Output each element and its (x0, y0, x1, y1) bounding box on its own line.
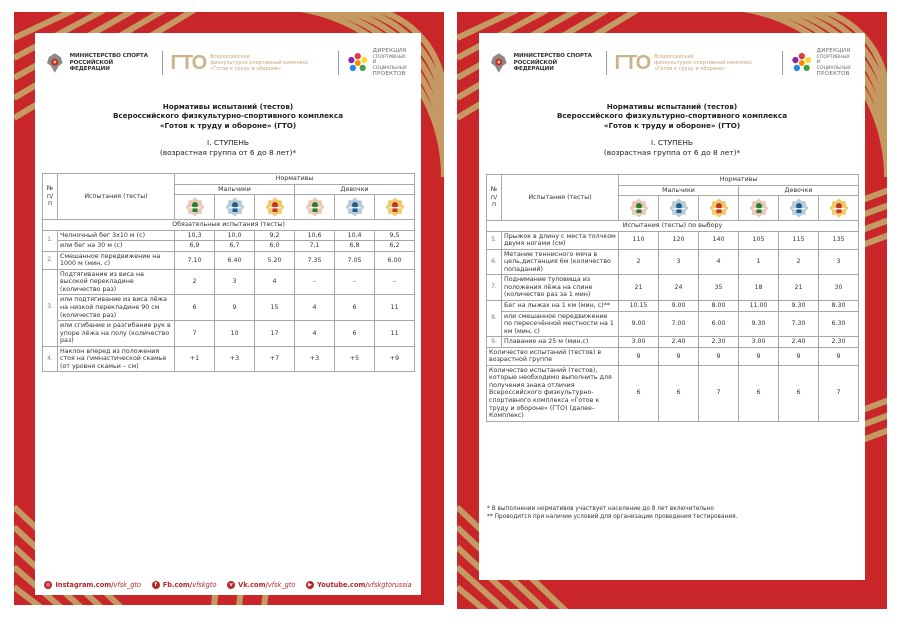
norm-value: 120 (659, 231, 699, 249)
gold-badge-icon (709, 198, 729, 218)
title-line-3: «Готов к труду и обороне» (ГТО) (159, 120, 297, 130)
norm-value: 10,3 (175, 230, 215, 241)
norm-value: +3 (215, 346, 255, 372)
norm-value: – (375, 269, 415, 295)
norm-value: 7.30 (779, 311, 819, 337)
section-header: Испытания (тесты) по выбору (487, 221, 859, 232)
badge-cell (819, 196, 859, 221)
silver-badge-icon (669, 198, 689, 218)
social-host: Fb.com/ (162, 581, 193, 589)
logo-divider (338, 51, 339, 75)
norm-value: 6 (335, 295, 375, 321)
norm-value: 8.00 (699, 301, 739, 312)
row-number: 7. (487, 275, 502, 301)
norm-value: 6.30 (819, 311, 859, 337)
norm-value: 110 (619, 231, 659, 249)
norm-value: 115 (779, 231, 819, 249)
norm-value: 17 (255, 321, 295, 347)
col-norms-header: Нормативы (619, 175, 859, 186)
gto-logo (615, 52, 775, 75)
norm-value: 24 (659, 275, 699, 301)
row-number: 2. (43, 251, 58, 269)
social-link-youtube[interactable] (306, 581, 412, 589)
silver-badge-icon (225, 197, 245, 217)
norm-value: 4 (699, 249, 739, 275)
norm-value: 11 (375, 295, 415, 321)
summary-value: 7 (819, 365, 859, 421)
gto-mark: ГТО (614, 51, 651, 74)
logo-header (35, 43, 421, 83)
gto-text-1: Всероссийский (654, 53, 694, 60)
coat-of-arms-icon (489, 51, 509, 75)
norm-value: 9,2 (255, 230, 295, 241)
test-name: Поднимание туловища из положения лёжа на спине (количество раз за 1 мин) (502, 275, 619, 301)
norm-value: 2.40 (659, 337, 699, 348)
norm-value: 10,4 (335, 230, 375, 241)
document-page-2 (457, 12, 887, 609)
badge-cell (619, 196, 659, 221)
norm-value: 6 (175, 295, 215, 321)
norm-value: 7 (175, 321, 215, 347)
norm-value: 105 (739, 231, 779, 249)
norm-value: 11.00 (739, 301, 779, 312)
gold-badge-icon (385, 197, 405, 217)
test-name: Смешанное передвижение на 1000 м (мин, с) (58, 251, 175, 269)
norm-value: 21 (619, 275, 659, 301)
norms-table-optional (486, 174, 859, 422)
badge-cell (659, 196, 699, 221)
age-group: (возрастная группа от 6 до 8 лет)* (159, 147, 297, 157)
norm-value: 9.00 (619, 311, 659, 337)
gto-text-3: «Готов к труду и обороне» (654, 66, 726, 73)
table-row (487, 231, 859, 249)
norm-value: 7.10 (175, 251, 215, 269)
bronze-badge-icon (305, 197, 325, 217)
norm-value: 21 (779, 275, 819, 301)
title-line-2: Всероссийского физкультурно-спортивного комплекса (556, 111, 788, 121)
norm-value: 4 (295, 295, 335, 321)
ministry-logo (489, 51, 598, 75)
summary-value: 9 (619, 347, 659, 365)
summary-value: 9 (819, 347, 859, 365)
footnotes (487, 506, 737, 521)
gto-text-2: физкультурно-спортивный комплекс (210, 59, 309, 66)
badge-cell (699, 196, 739, 221)
summary-value: 7 (699, 365, 739, 421)
col-tests-header: Испытания (тесты) (502, 175, 619, 221)
row-number: 1. (43, 230, 58, 251)
norm-value: – (295, 269, 335, 295)
norm-value: 8.30 (819, 301, 859, 312)
bronze-badge-icon (185, 197, 205, 217)
norm-value: 135 (819, 231, 859, 249)
norm-value: 3.00 (619, 337, 659, 348)
page-content (35, 33, 421, 595)
ministry-line-1: МИНИСТЕРСТВО СПОРТА (513, 52, 592, 59)
norm-value: 18 (739, 275, 779, 301)
social-handle: vfskgto (192, 581, 217, 589)
norm-value: 30 (819, 275, 859, 301)
norm-value: 6.40 (215, 251, 255, 269)
logo-divider (782, 51, 783, 75)
norm-value: 6,7 (215, 241, 255, 252)
col-norms-header: Нормативы (175, 174, 415, 185)
norm-value: 7.00 (659, 311, 699, 337)
badge-cell (375, 195, 415, 220)
test-name: Плавание на 25 м (мин,с) (502, 337, 619, 348)
gold-badge-icon (265, 197, 285, 217)
norm-value: 9.30 (779, 301, 819, 312)
test-name: Челночный бег 3х10 м (с) (58, 230, 175, 241)
direction-line-4: ПРОЕКТОВ (816, 71, 850, 78)
col-num-header: № п/п (487, 175, 502, 221)
norm-value: 35 (699, 275, 739, 301)
norm-value: 10,0 (215, 230, 255, 241)
row-number: 8. (487, 301, 502, 337)
direction-star-icon (347, 52, 369, 74)
summary-value: 6 (739, 365, 779, 421)
norm-value: 7.35 (295, 251, 335, 269)
summary-value: 6 (619, 365, 659, 421)
badge-cell (779, 196, 819, 221)
step-title: I. СТУПЕНЬ (207, 138, 249, 148)
row-number: 4. (43, 346, 58, 372)
row-number: 5. (487, 231, 502, 249)
norm-value: 3 (215, 269, 255, 295)
section-header: Обязательные испытания (тесты) (43, 220, 415, 231)
youtube-icon: ▶ (306, 581, 314, 589)
test-name: Подтягивание из виса на высокой перекладине (количество раз) (58, 269, 175, 295)
norm-value: 7.05 (335, 251, 375, 269)
summary-row (487, 365, 859, 421)
vk-icon: v (227, 581, 235, 589)
col-tests-header: Испытания (тесты) (58, 174, 175, 220)
norm-value: 7,1 (295, 241, 335, 252)
bronze-badge-icon (749, 198, 769, 218)
table-row (487, 249, 859, 275)
table-row (43, 321, 415, 347)
direction-logo (347, 48, 411, 78)
title-line-1: Нормативы испытаний (тестов) (606, 102, 738, 111)
badge-cell (295, 195, 335, 220)
direction-line-4: ПРОЕКТОВ (372, 71, 406, 78)
table-row (43, 346, 415, 372)
social-link-instagram[interactable] (44, 581, 141, 589)
logo-header (479, 43, 865, 83)
row-number: 9. (487, 337, 502, 348)
social-links (35, 581, 421, 589)
norm-value: 11 (375, 321, 415, 347)
norm-value: – (335, 269, 375, 295)
summary-value: 9 (779, 347, 819, 365)
direction-logo (791, 48, 855, 78)
row-number: 6. (487, 249, 502, 275)
footnote-1: * В выполнении нормативов участвует население до 8 лет включительно (487, 506, 714, 512)
direction-line-2: СПОРТИВНЫХ (816, 54, 850, 60)
summary-value: 6 (659, 365, 699, 421)
social-link-vk[interactable] (227, 581, 295, 589)
norm-value: 6,2 (375, 241, 415, 252)
norm-value: 10,6 (295, 230, 335, 241)
norm-value: 2.30 (699, 337, 739, 348)
silver-badge-icon (789, 198, 809, 218)
badge-cell (335, 195, 375, 220)
social-link-facebook[interactable] (152, 581, 217, 589)
col-girls-header: Девочки (739, 185, 859, 196)
title-line-3: «Готов к труду и обороне» (ГТО) (603, 120, 741, 130)
norm-value: +5 (335, 346, 375, 372)
facebook-icon: f (152, 581, 160, 589)
summary-value: 9 (739, 347, 779, 365)
test-name: Бег на лыжах на 1 км (мин, с)** (502, 301, 619, 312)
document-title (479, 102, 865, 157)
table-row (43, 295, 415, 321)
norm-value: 9.30 (739, 311, 779, 337)
norm-value: 2 (175, 269, 215, 295)
col-num-header: № п/п (43, 174, 58, 220)
summary-label: Количество испытаний (тестов), которые необходимо выполнить для получения знака отличия Всероссийского физкультурно-спортивного комплекса «Готов к труду и обороне» (ГТО) (далее–Комплекс) (487, 365, 619, 421)
title-line-2: Всероссийского физкультурно-спортивного комплекса (112, 111, 344, 121)
badge-cell (215, 195, 255, 220)
gto-mark: ГТО (170, 51, 207, 74)
test-name: Метание теннисного мяча в цель,дистанция 6м (количество попаданий) (502, 249, 619, 275)
social-host: Youtube.com/ (317, 581, 368, 589)
test-name: или сгибание и разгибание рук в упоре лёжа на полу (количество раз) (58, 321, 175, 347)
step-title: I. СТУПЕНЬ (651, 138, 693, 148)
table-row (43, 230, 415, 241)
norm-value: 9,5 (375, 230, 415, 241)
badge-cell (255, 195, 295, 220)
logo-divider (162, 51, 163, 75)
col-girls-header: Девочки (295, 184, 415, 195)
document-page-1 (14, 12, 444, 605)
norm-value: 2.40 (779, 337, 819, 348)
gto-text-1: Всероссийский (210, 53, 250, 60)
table-row (487, 301, 859, 312)
test-name: или подтягивание из виса лёжа на низкой перекладине 90 см (количество раз) (58, 295, 175, 321)
direction-line-1: ДИРЕКЦИЯ (372, 48, 407, 55)
norm-value: 9.00 (659, 301, 699, 312)
norm-value: +9 (375, 346, 415, 372)
footnote-2: ** Проводится при наличии условий для организации проведения тестирования. (487, 513, 738, 520)
norms-table-mandatory (42, 173, 415, 372)
norm-value: 2.30 (819, 337, 859, 348)
social-host: Vk.com/ (238, 581, 268, 589)
age-group: (возрастная группа от 6 до 8 лет)* (603, 147, 741, 157)
norm-value: 15 (255, 295, 295, 321)
gold-badge-icon (829, 198, 849, 218)
ministry-logo (45, 51, 154, 75)
gto-text-2: физкультурно-спортивный комплекс (654, 59, 753, 66)
test-name: Прыжок в длину с места толчком двумя ногами (см) (502, 231, 619, 249)
norm-value: 3.00 (739, 337, 779, 348)
silver-badge-icon (345, 197, 365, 217)
ministry-line-2: РОССИЙСКОЙ ФЕДЕРАЦИИ (69, 59, 114, 73)
summary-value: 9 (659, 347, 699, 365)
table-row (487, 311, 859, 337)
norm-value: 5.20 (255, 251, 295, 269)
norm-value: 4 (295, 321, 335, 347)
table-row (43, 251, 415, 269)
badge-cell (175, 195, 215, 220)
norm-value: 6,9 (175, 241, 215, 252)
test-name: или бег на 30 м (с) (58, 241, 175, 252)
col-boys-header: Мальчики (619, 185, 739, 196)
norm-value: 3 (819, 249, 859, 275)
table-row (487, 337, 859, 348)
row-number: 3. (43, 269, 58, 346)
norm-value: 10.15 (619, 301, 659, 312)
table-row (43, 269, 415, 295)
norm-value: 6 (335, 321, 375, 347)
norm-value: 1 (739, 249, 779, 275)
col-boys-header: Мальчики (175, 184, 295, 195)
bronze-badge-icon (629, 198, 649, 218)
norm-value: 10 (215, 321, 255, 347)
table-row (487, 275, 859, 301)
social-handle: vfskgtorussia (367, 581, 412, 589)
summary-label: Количество испытаний (тестов) в возрастной группе (487, 347, 619, 365)
social-handle: vfsk_gto (267, 581, 296, 589)
badge-cell (739, 196, 779, 221)
direction-line-2: СПОРТИВНЫХ (372, 54, 406, 60)
instagram-icon: ◎ (46, 582, 51, 588)
summary-value: 9 (699, 347, 739, 365)
summary-row (487, 347, 859, 365)
norm-value: 2 (779, 249, 819, 275)
test-name: Наклон вперед из положения стоя на гимнастической скамье (от уровня скамьи – см) (58, 346, 175, 372)
ministry-line-1: МИНИСТЕРСТВО СПОРТА (69, 52, 148, 59)
norm-value: +7 (255, 346, 295, 372)
ministry-line-2: РОССИЙСКОЙ ФЕДЕРАЦИИ (513, 59, 558, 73)
norm-value: 140 (699, 231, 739, 249)
norm-value: +1 (175, 346, 215, 372)
page-content (479, 33, 865, 580)
logo-divider (606, 51, 607, 75)
direction-line-1: ДИРЕКЦИЯ (816, 48, 851, 55)
direction-line-3: И СОЦИАЛЬНЫХ (372, 60, 407, 71)
title-line-1: Нормативы испытаний (тестов) (162, 102, 294, 111)
social-handle: vfsk_gto (113, 581, 142, 589)
document-title (35, 102, 421, 157)
norm-value: 4 (255, 269, 295, 295)
norm-value: 6.00 (699, 311, 739, 337)
summary-value: 6 (779, 365, 819, 421)
norm-value: 6.00 (375, 251, 415, 269)
norm-value: 6,0 (255, 241, 295, 252)
test-name: или смешанное передвижение по пересечённой местности на 1 км (мин, с) (502, 311, 619, 337)
table-row (43, 241, 415, 252)
direction-star-icon (791, 52, 813, 74)
norm-value: +3 (295, 346, 335, 372)
norm-value: 3 (659, 249, 699, 275)
norm-value: 9 (215, 295, 255, 321)
gto-text-3: «Готов к труду и обороне» (210, 66, 282, 73)
norm-value: 2 (619, 249, 659, 275)
social-host: Instagram.com/ (55, 581, 114, 589)
direction-line-3: И СОЦИАЛЬНЫХ (816, 60, 851, 71)
norm-value: 6,8 (335, 241, 375, 252)
gto-logo (171, 52, 331, 75)
coat-of-arms-icon (45, 51, 65, 75)
